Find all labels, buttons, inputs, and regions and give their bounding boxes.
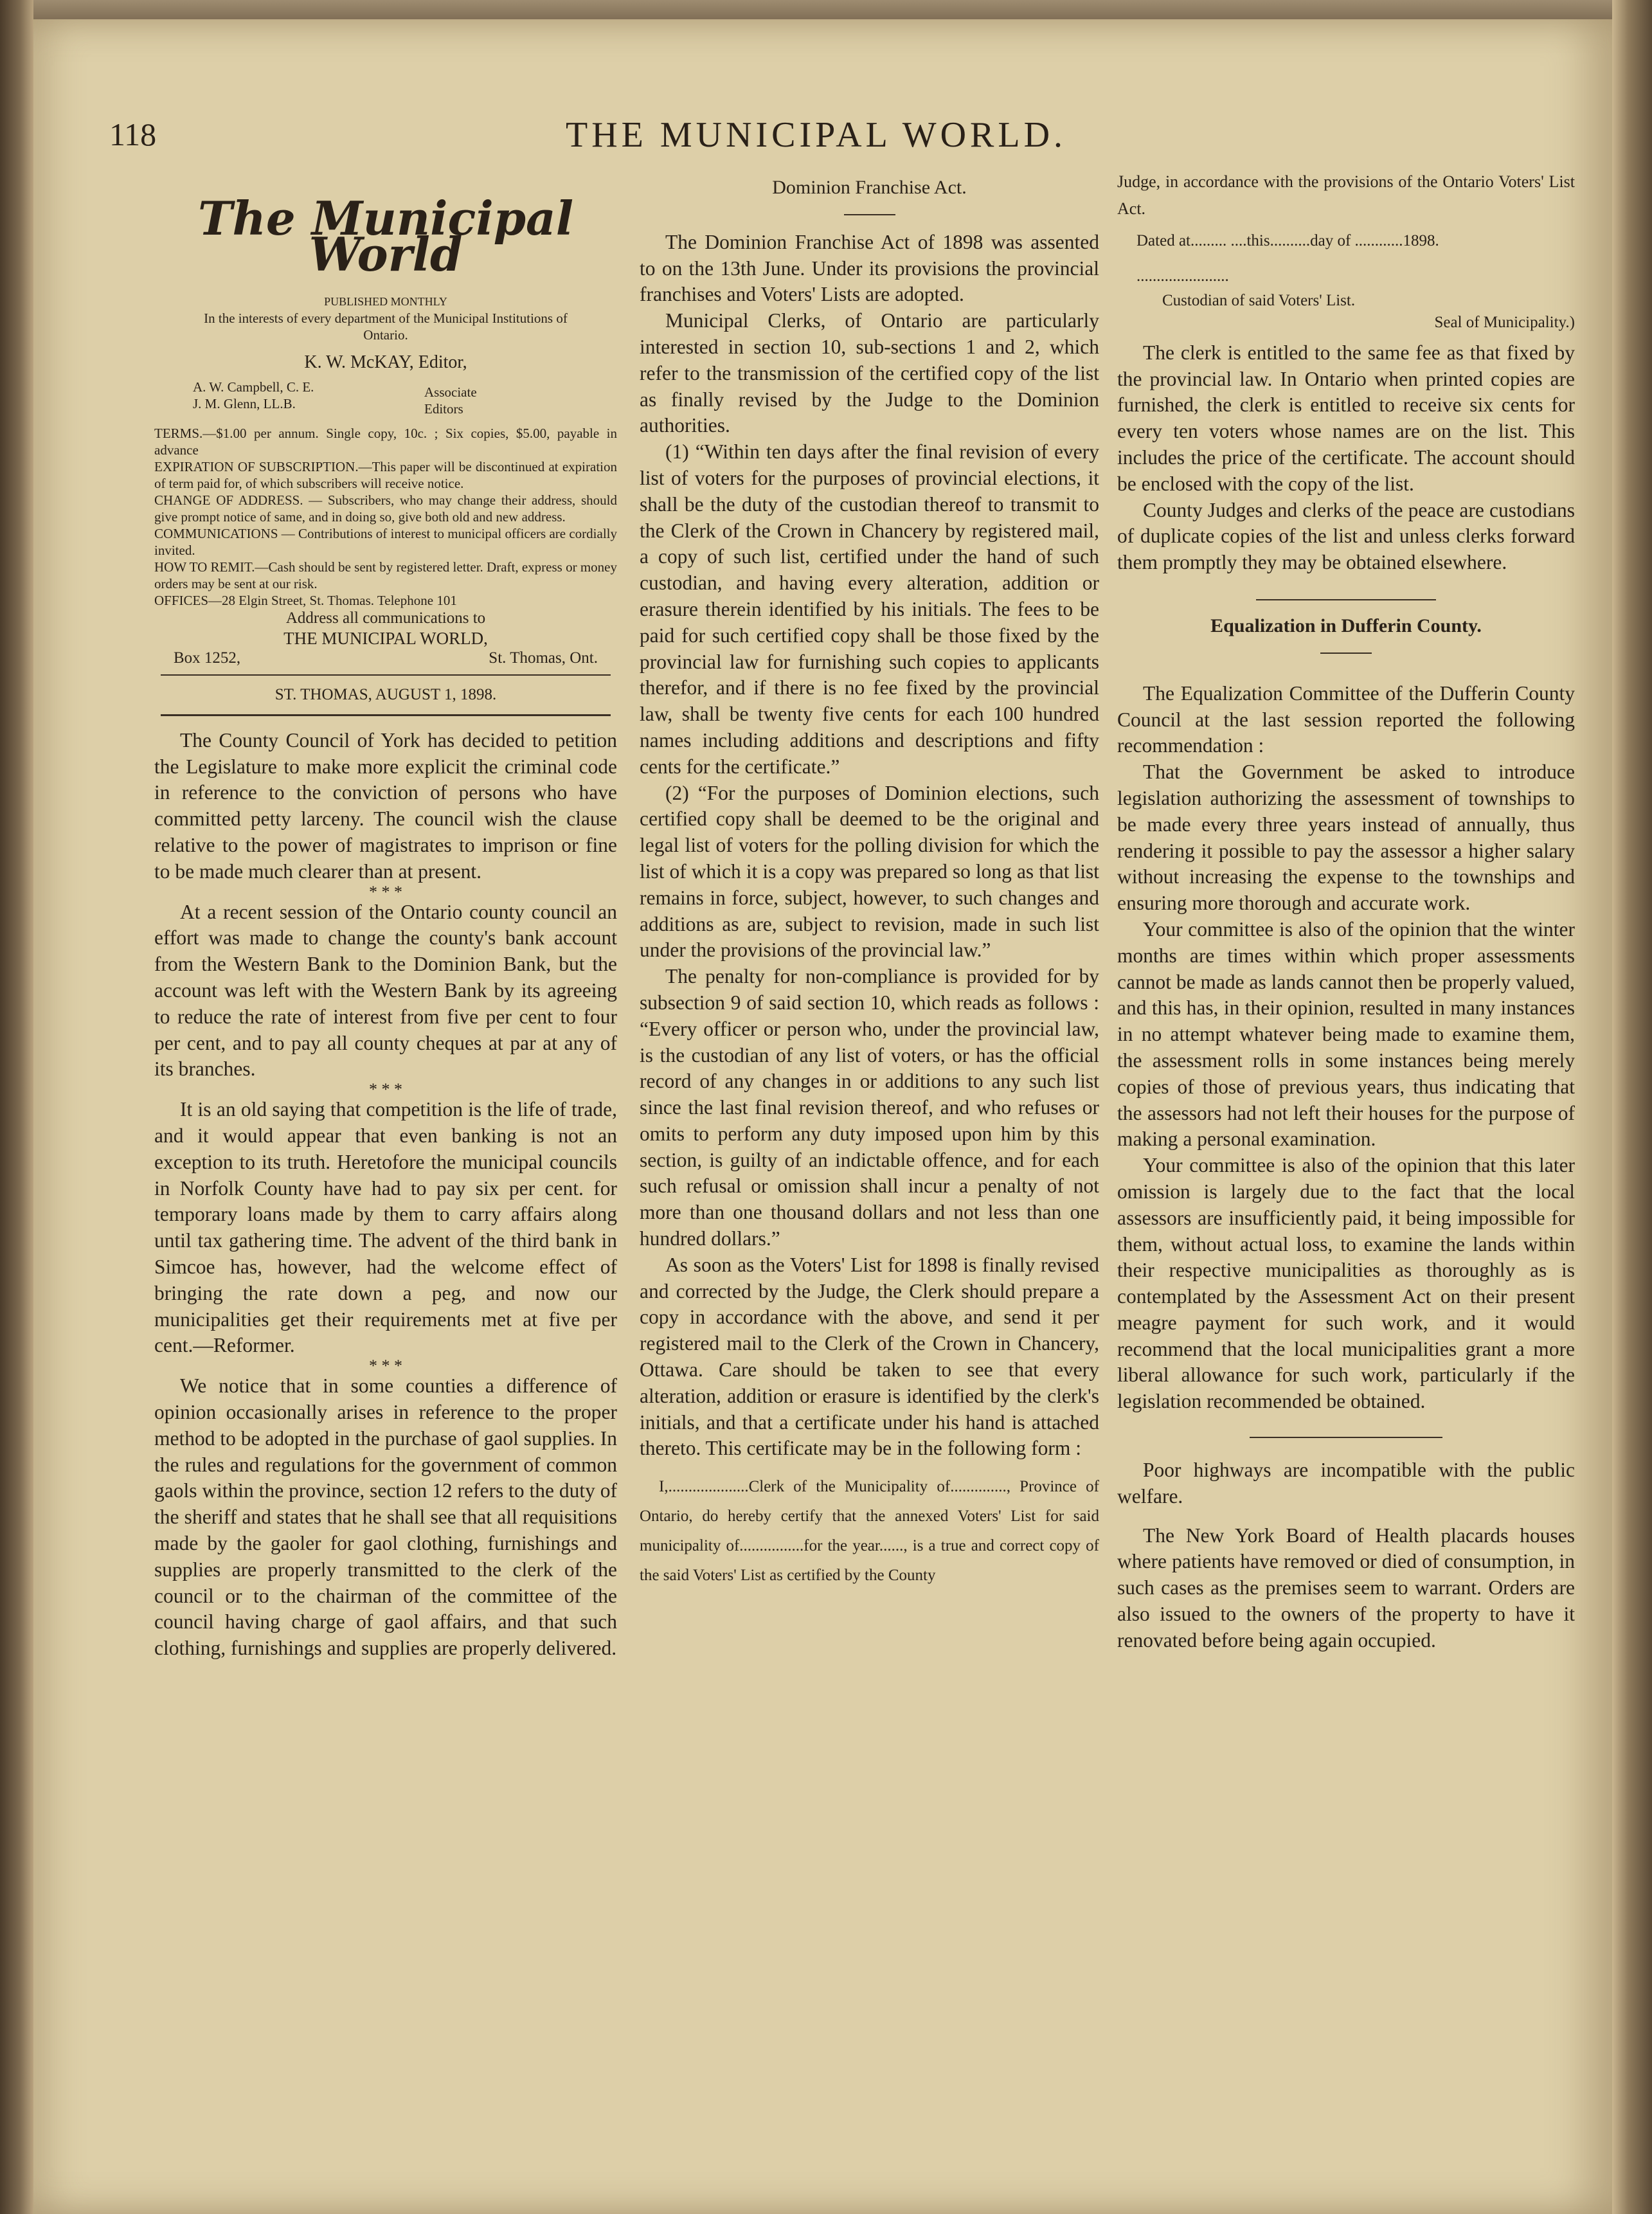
column-1: [154, 191, 617, 1662]
masthead-offices: OFFICES—28 Elgin Street, St. Thomas. Telephone 101: [154, 592, 457, 608]
paragraph: (2) “For the purposes of Dominion elections, such certified copy shall be deemed to be the original and legal list of voters for the polling division for which the list of which it is a copy was prepared so long as that list remains in force, subject, however, to such changes and additions as are, subject to revision, made in such list under the provisions of the provincial law.”: [640, 781, 1099, 962]
paragraph: As soon as the Voters' List for 1898 is finally revised and corrected by the Judge, the Clerk should prepare a copy in accordance with the above, and send it per registered mail to the Clerk of the Crown in Chancery, Ottawa. Care should be taken to see that every alteration, addition or erasure is identified by the clerk's initials, and that a certificate under his hand is attached thereto. This certificate may be in the following form :: [640, 1253, 1099, 1460]
divider: [1250, 1437, 1442, 1438]
associate-label: Associate Editors: [424, 384, 477, 417]
paragraph: The New York Board of Health placards houses where patients have removed or died of consumption, in such cases as the premises seem to warrant. Orders are also issued to the owners of the property to have it renovated before being again occupied.: [1117, 1524, 1575, 1652]
book-page-edges: [1612, 0, 1652, 2214]
custodian-line: Custodian of said Voters' List.: [1162, 291, 1356, 309]
certificate-form: I,....................Clerk of the Municipality of.............., Province of Ontario, do hereby certify that the annexed Voters' List for said municipality of................for the year......, is a true and correct copy of the said Voters' List as certified by the County: [640, 1478, 1099, 1585]
paragraph: Your committee is also of the opinion that the winter months are times within which proper assessments cannot be made as lands cannot then be properly valued, and this has, in their opinion, resulted in many instances in no attempt whatever being made to examine them, the assessment rolls in some instances being merely copies of those of previous years, thus indicating that the assessors had not left their houses for the purpose of making a personal examination.: [1117, 917, 1575, 1151]
paragraph: The Equalization Committee of the Dufferin County Council at the last session reported the following recommendation :: [1117, 681, 1575, 757]
section-stars: * * *: [369, 1080, 402, 1099]
dateline: ST. THOMAS, AUGUST 1, 1898.: [274, 685, 497, 703]
paragraph: County Judges and clerks of the peace are custodians of duplicate copies of the list and unless clerks forward them promptly they may be obtained elsewhere.: [1117, 498, 1575, 574]
signature-line: .......................: [1136, 267, 1229, 285]
paragraph: The Dominion Franchise Act of 1898 was assented to on the 13th June. Under its provisions the provincial franchises and Voters' Lists are adopted.: [640, 230, 1099, 306]
masthead-address-all: Address all communications to: [285, 609, 486, 627]
masthead-communications: COMMUNICATIONS — Contributions of interest to municipal officers are cordially invited.: [154, 525, 617, 558]
book-binding: [0, 0, 33, 2214]
divider: [161, 714, 611, 716]
masthead-terms: TERMS.—$1.00 per annum. Single copy, 10c. ; Six copies, $5.00, payable in advance: [154, 425, 617, 458]
paragraph: The penalty for non-compliance is provided for by subsection 9 of said section 10, which reads as follows : “Every officer or person who, under the provincial law, is the custodian of any list of voters, or has the official record of any changes in or additions to any such list since the last final revision thereof, and who refuses or omits to perform any duty imposed upon him by this section, is guilty of an indictable offence, and for each such refusal or omission shall incur a penalty of not more than one thousand dollars and not less than one hundred dollars.”: [640, 965, 1099, 1250]
paragraph: That the Government be asked to introduce legislation authorizing the assessment of townships to be made every three years instead of annually, thus rendering it possible to pay the assessor a higher salary without increasing the expense to the townships and ensuring more thorough and accurate work.: [1117, 760, 1575, 915]
masthead-box: Box 1252,: [174, 649, 241, 667]
paragraph: We notice that in some counties a difference of opinion occasionally arises in reference to the proper method to be adopted in the purchase of gaol supplies. In the rules and regulations for the government of common gaols within the province, section 12 refers to the duty of the sheriff and states that he shall see that all requisitions made by the gaoler for gaol clothing, furnishings and supplies are properly transmitted to the clerk of the council or to the chairman of the committee of the council having charge of gaol affairs, and that such clothing, furnishings and supplies are properly delivered.: [154, 1374, 617, 1660]
associate-1: A. W. Campbell, C. E.: [193, 379, 314, 395]
associate-2: J. M. Glenn, LL.B.: [193, 395, 296, 411]
masthead-published: PUBLISHED MONTHLY: [324, 295, 447, 308]
column-2: [640, 175, 1099, 1590]
section-stars: * * *: [369, 1356, 402, 1376]
masthead-box-line: [154, 649, 617, 668]
divider: [844, 214, 895, 215]
masthead-remit: HOW TO REMIT.—Cash should be sent by registered letter. Draft, express or money orders may be sent at our risk.: [154, 559, 617, 591]
certificate-form-cont: Judge, in accordance with the provisions of the Ontario Voters' List Act.: [1117, 172, 1575, 218]
masthead-change: CHANGE OF ADDRESS. — Subscribers, who may change their address, should give prompt notice of same, and in doing so, give both old and new address.: [154, 492, 617, 525]
masthead-name: THE MUNICIPAL WORLD,: [283, 628, 488, 648]
page-number: 118: [109, 116, 157, 152]
section-stars: * * *: [369, 882, 402, 901]
column-3: [1117, 168, 1575, 1654]
certificate-dated: Dated at......... ....this..........day of ............1898.: [1136, 232, 1439, 249]
masthead-expiration: EXPIRATION OF SUBSCRIPTION.—This paper will be discontinued at expiration of term paid for, of which subscribers will receive notice.: [154, 458, 617, 491]
masthead-city: St. Thomas, Ont.: [489, 649, 598, 667]
masthead-editor: K. W. McKAY, Editor,: [304, 352, 467, 372]
paragraph: The County Council of York has decided to petition the Legislature to make more explicit the criminal code in reference to the conviction of persons who have committed petty larceny. The council wish the clause relative to the power of magistrates to imprison or fine to be made much clearer than at present.: [154, 728, 617, 883]
paragraph: Municipal Clerks, of Ontario are particularly interested in section 10, sub-sections 1 and 2, which refer to the transmission of the certified copy of the list as finally revised by the Judge to the Dominion authorities.: [640, 309, 1099, 437]
paragraph: At a recent session of the Ontario county council an effort was made to change the county's bank account from the Western Bank to the Dominion Bank, but the account was left with the Western Bank by its agreeing to reduce the rate of interest from five per cent to four per cent, and to pay all county cheques at par at any of its branches.: [154, 900, 617, 1081]
masthead-interests: In the interests of every department of the Municipal Institutions of Ontario.: [204, 310, 568, 343]
paragraph: Poor highways are incompatible with the public welfare.: [1117, 1459, 1575, 1508]
running-head: THE MUNICIPAL WORLD.: [566, 115, 1067, 155]
masthead-associates: [154, 379, 617, 417]
article-heading: Dominion Franchise Act.: [772, 177, 967, 198]
paragraph: The clerk is entitled to the same fee as that fixed by the provincial law. In Ontario when printed copies are furnished, the clerk is entitled to receive six cents for every ten voters whose names are on the list. This includes the price of the certificate. The account should be enclosed with the copy of the list.: [1117, 341, 1575, 495]
book-top-edge: [0, 0, 1652, 22]
seal-line: Seal of Municipality.): [1434, 313, 1575, 331]
divider: [1320, 652, 1372, 654]
divider: [1256, 599, 1436, 600]
masthead-logo: The Municipal World: [197, 191, 574, 282]
paragraph: (1) “Within ten days after the final revision of every list of voters for the purposes of provincial elections, it shall be the duty of the custodian thereof to transmit to the Clerk of the Crown in Chancery by registered mail, a copy of such list, certified under the hand of such custodian, and having every alteration, addition or erasure therein identified by his initials. The fees to be paid for such certified copy shall be those fixed by the provincial law for furnishing such copies to applicants therefor, and if there is no fee fixed by the provincial law, shall be twenty five cents for each 100 hundred names including additions and descriptions and fifty cents for the certificate.”: [640, 440, 1099, 778]
paragraph: It is an old saying that competition is the life of trade, and it would appear that even banking is not an exception to its truth. Heretofore the municipal councils in Norfolk County have had to pay six per cent. for temporary loans made by them to carry affairs along until tax gathering time. The advent of the third bank in Simcoe has, however, had the welcome effect of bringing the rate down a peg, and now our municipalities get their requirements met at five per cent.—Reformer.: [154, 1098, 617, 1357]
article-heading: Equalization in Dufferin County.: [1210, 615, 1482, 636]
paragraph: Your committee is also of the opinion that this later omission is largely due to the fact that the local assessors are insufficiently paid, it being impossible for them, without actual loss, to examine the lands within their respective municipalities as thoroughly as is contemplated by the Assessment Act on their present meagre payment for such work, and it would recommend that the local municipalities grant a more liberal allowance for such work, particularly if the legislation recommended be obtained.: [1117, 1154, 1575, 1413]
